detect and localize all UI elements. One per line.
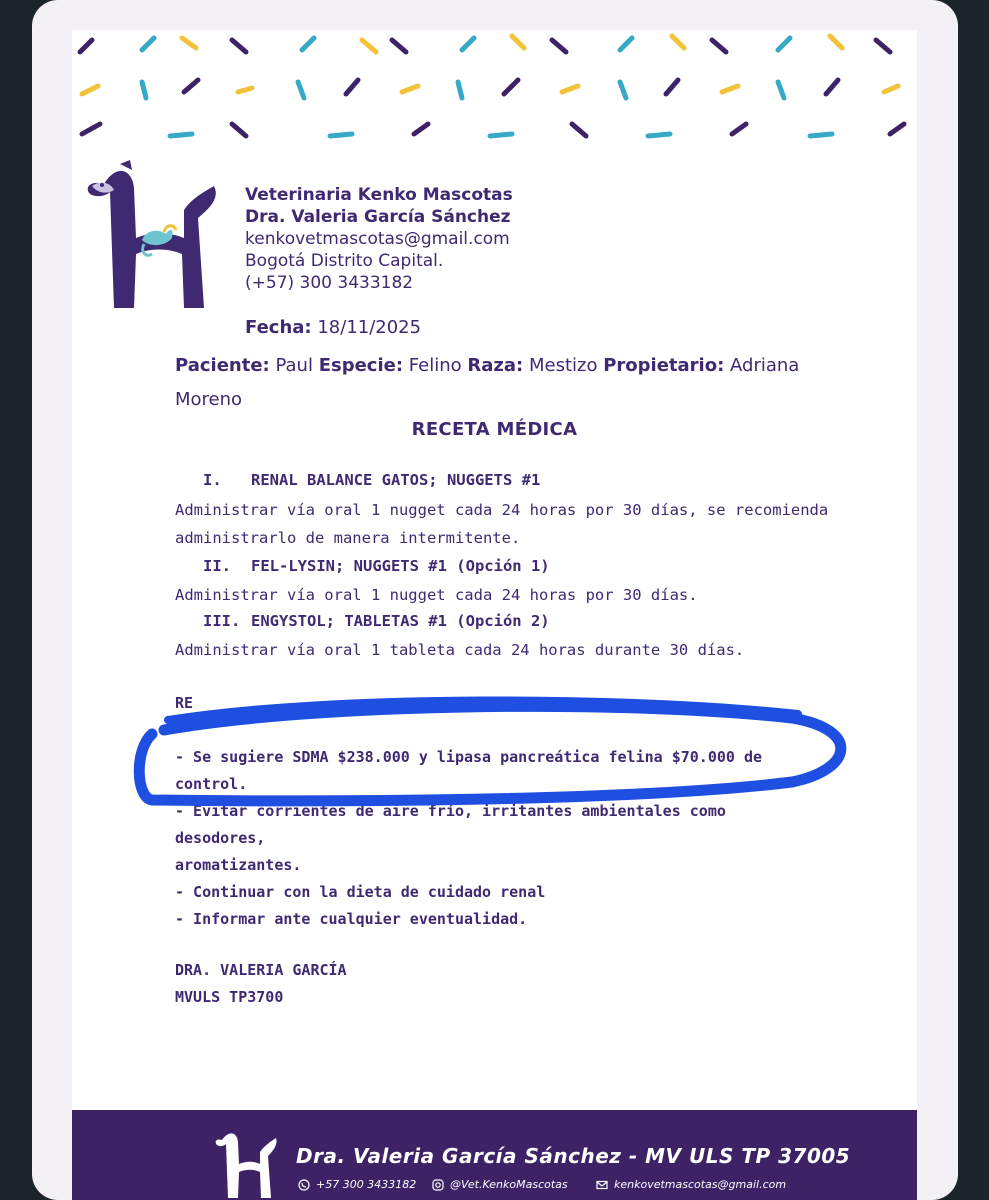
date-line bbox=[245, 317, 421, 338]
mail-icon bbox=[596, 1179, 608, 1191]
clinic-email: kenkovetmascotas@gmail.com bbox=[245, 229, 510, 249]
clinic-name: Veterinaria Kenko Mascotas bbox=[245, 185, 513, 205]
prescription-3-instructions: Administrar vía oral 1 tableta cada 24 horas durante 30 días. bbox=[175, 641, 745, 659]
recommendation-item: - Se sugiere SDMA $238.000 y lipasa pancreática felina $70.000 de bbox=[175, 748, 762, 766]
signature-block bbox=[175, 957, 347, 1011]
footer-instagram bbox=[432, 1178, 568, 1191]
breed-label: Raza: bbox=[467, 355, 524, 376]
recommendations-heading: RE bbox=[175, 694, 194, 712]
footer-title: Dra. Valeria García Sánchez - MV ULS TP 37005 bbox=[296, 1144, 851, 1168]
footer-logo-icon bbox=[212, 1126, 282, 1200]
species-label: Especie: bbox=[318, 355, 404, 376]
whatsapp-icon bbox=[298, 1179, 310, 1191]
prescription-1-line: administrarlo de manera intermitente. bbox=[175, 529, 521, 547]
clinic-phone: (+57) 300 3433182 bbox=[245, 273, 414, 293]
document-title: RECETA MÉDICA bbox=[411, 419, 578, 440]
confetti-decoration bbox=[72, 30, 917, 150]
clinic-city: Bogotá Distrito Capital. bbox=[245, 251, 444, 271]
doctor-name: Dra. Valeria García Sánchez bbox=[245, 207, 511, 227]
prescription-document bbox=[72, 30, 917, 1200]
footer-phone-text: +57 300 3433182 bbox=[316, 1178, 417, 1191]
footer-email-text: kenkovetmascotas@gmail.com bbox=[614, 1178, 787, 1191]
prescription-3-heading bbox=[203, 612, 550, 630]
clinic-header bbox=[245, 184, 513, 294]
footer-phone bbox=[298, 1178, 416, 1191]
date-value: 18/11/2025 bbox=[317, 317, 422, 338]
instagram-icon bbox=[432, 1179, 444, 1191]
prescription-2-instructions: Administrar vía oral 1 nugget cada 24 horas por 30 días. bbox=[175, 586, 698, 604]
recommendation-item: - Informar ante cualquier eventualidad. bbox=[175, 910, 528, 928]
patient-name: Paul bbox=[275, 355, 313, 376]
prescription-2-number: II. bbox=[203, 557, 231, 575]
owner-name: Adriana Moreno bbox=[175, 355, 800, 410]
prescription-1-number: I. bbox=[203, 471, 222, 489]
recommendation-item: - Evitar corrientes de aire frío, irritantes ambientales como desodores, bbox=[175, 802, 726, 847]
recommendation-item: - Continuar con la dieta de cuidado renal bbox=[175, 883, 546, 901]
patient-info bbox=[175, 349, 815, 417]
owner-label: Propietario: bbox=[603, 355, 725, 376]
prescription-1-instructions bbox=[175, 496, 835, 552]
prescription-3-name: ENGYSTOL; TABLETAS #1 (Opción 2) bbox=[251, 612, 550, 630]
footer-banner bbox=[72, 1110, 917, 1200]
recommendation-item: aromatizantes. bbox=[175, 856, 302, 874]
signature-license: MVULS TP3700 bbox=[175, 988, 284, 1006]
prescription-1-line: Administrar vía oral 1 nugget cada 24 horas por 30 días, se recomienda bbox=[175, 501, 829, 519]
footer-email bbox=[596, 1178, 786, 1191]
prescription-3-number: III. bbox=[203, 612, 241, 630]
clinic-logo-icon bbox=[80, 158, 230, 318]
signature-name: DRA. VALERIA GARCÍA bbox=[175, 961, 347, 979]
date-label: Fecha: bbox=[245, 317, 312, 338]
species-value: Felino bbox=[408, 355, 462, 376]
recommendations-list bbox=[175, 744, 815, 933]
prescription-1-heading bbox=[203, 471, 540, 489]
footer-instagram-text: @Vet.KenkoMascotas bbox=[450, 1178, 568, 1191]
recommendation-item: control. bbox=[175, 775, 248, 793]
prescription-2-heading bbox=[203, 557, 550, 575]
prescription-2-name: FEL-LYSIN; NUGGETS #1 (Opción 1) bbox=[251, 557, 550, 575]
breed-value: Mestizo bbox=[528, 355, 598, 376]
patient-label: Paciente: bbox=[175, 355, 270, 376]
prescription-1-name: RENAL BALANCE GATOS; NUGGETS #1 bbox=[251, 471, 541, 489]
